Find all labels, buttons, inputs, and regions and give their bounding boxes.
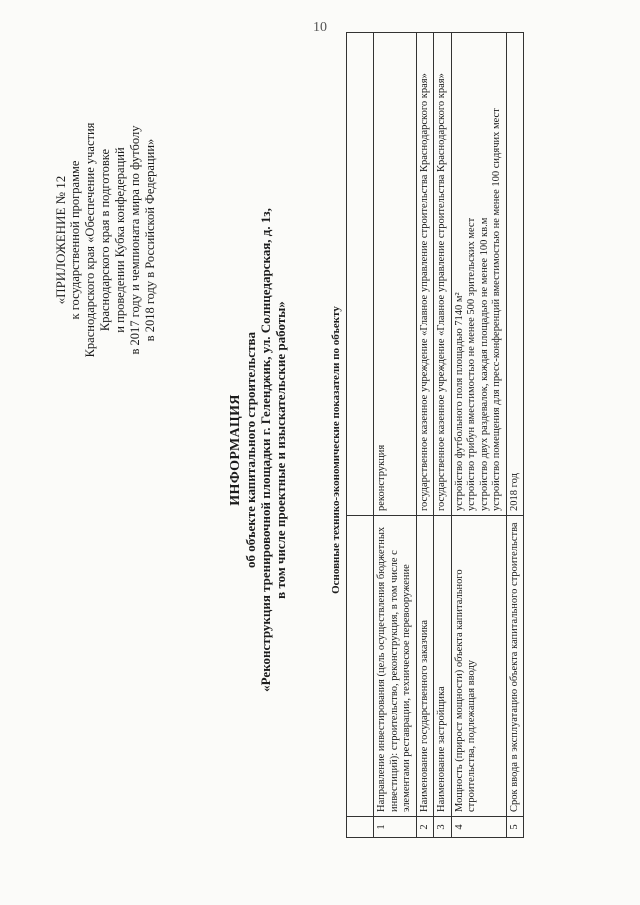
appendix-line: в 2018 году в Российской Федерации»	[143, 138, 157, 342]
row-number: 3	[434, 817, 452, 838]
row-number: 2	[416, 817, 434, 838]
object-name-line1: «Реконструкция тренировочной площадки г. Геленджик, ул. Солнцедарская, д. 1з,	[258, 208, 273, 692]
row-number: 1	[374, 817, 417, 838]
appendix-line: «ПРИЛОЖЕНИЕ № 12	[53, 175, 68, 305]
table-row	[506, 33, 524, 838]
row-value: государственное казенное учреждение «Главное управление строительства Краснодарского края»	[436, 73, 447, 511]
row-value: государственное казенное учреждение «Главное управление строительства Краснодарского края»	[418, 73, 430, 511]
table-row	[451, 33, 506, 838]
object-name-line2: в том числе проектные и изыскательские работы»	[273, 301, 288, 599]
rotated-sheet	[10, 30, 610, 860]
appendix-line: Краснодарского края в подготовке	[98, 148, 112, 332]
table-header-row	[347, 33, 374, 838]
row-number: 4	[451, 817, 506, 838]
info-title: ИНФОРМАЦИЯ	[228, 394, 243, 506]
row-name: Наименование застройщика	[434, 516, 452, 817]
appendix-line: к государственной программе	[68, 160, 82, 320]
info-heading	[228, 170, 288, 730]
row-name: Наименование государственного заказчика	[416, 516, 434, 817]
appendix-line: в 2017 году и чемпионата мира по футболу	[128, 125, 142, 355]
page-number: 10	[313, 20, 327, 35]
row-value: 2018 год	[508, 473, 520, 511]
table-caption: Основные технико-экономические показатели по объекту	[330, 306, 342, 594]
row-number: 5	[506, 817, 524, 838]
info-subtitle: об объекте капитального строительства	[243, 332, 258, 568]
appendix-line: и проведении Кубка конфедераций	[113, 147, 127, 333]
row-name: Направление инвестирования (цель осуществления бюджетных инвестиций): строительство, реконструкция, в том числе с элементами реставрации, техническое перевооружение	[374, 516, 417, 817]
indicators-table	[346, 32, 524, 838]
row-value: устройство трибун вместимостью не менее 500 зрительских мест	[466, 217, 477, 511]
row-value: устройство двух раздевалок, каждая площадью не менее 100 кв.м	[478, 217, 490, 511]
row-value: реконструкция	[376, 444, 387, 511]
row-value: устройство футбольного поля площадью 7140 м²	[453, 292, 465, 511]
row-name: Мощность (прирост мощности) объекта капитального строительства, подлежащая вводу	[451, 516, 506, 817]
appendix-line: Краснодарского края «Обеспечение участия	[83, 122, 97, 358]
table-row	[416, 33, 434, 838]
table-row	[434, 33, 452, 838]
table-row	[374, 33, 417, 838]
row-name: Срок ввода в эксплуатацию объекта капитального строительства	[506, 516, 524, 817]
row-value: устройство помещения для пресс-конференций вместимостью не менее 100 сидячих мест	[491, 108, 502, 511]
appendix-header	[53, 50, 158, 430]
